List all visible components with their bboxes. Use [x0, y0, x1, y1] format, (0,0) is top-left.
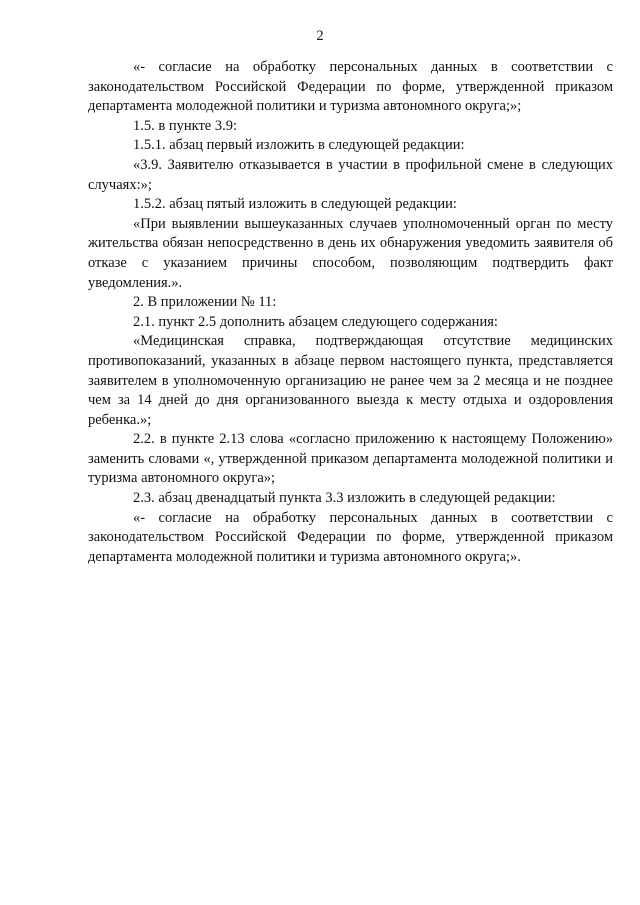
paragraph: 2.3. абзац двенадцатый пункта 3.3 изложить в следующей редакции: [133, 490, 556, 507]
paragraph: «- согласие на обработку персональных данных в соответствии с законодательством Российской Федерации по форме, утвержденной приказом департамента молодежной политики и туризма автономного округа;»; [88, 59, 613, 115]
document-body [88, 58, 613, 567]
paragraph: 2. В приложении № 11: [133, 294, 277, 311]
paragraph: «3.9. Заявителю отказывается в участии в профильной смене в следующих случаях:»; [88, 156, 613, 193]
paragraph: «При выявлении вышеуказанных случаев уполномоченный орган по месту жительства обязан непосредственно в день их обнаружения уведомить заявителя об отказе с указанием причины способом, позволяющим подтвердить факт уведомления.». [88, 215, 613, 291]
paragraph: 1.5.1. абзац первый изложить в следующей редакции: [133, 137, 465, 154]
paragraph: 1.5. в пункте 3.9: [133, 117, 238, 134]
paragraph: «- согласие на обработку персональных данных в соответствии с законодательством Российской Федерации по форме, утвержденной приказом департамента молодежной политики и туризма автономного округа;». [88, 509, 613, 565]
paragraph: «Медицинская справка, подтверждающая отсутствие медицинских противопоказаний, указанных в абзаце первом настоящего пункта, представляется заявителем в уполномоченную организацию не ранее чем за 2 месяца и не позднее чем за 14 дней до дня организованного выезда к месту отдыха и оздоровления ребенка.»; [88, 333, 613, 428]
paragraph: 2.2. в пункте 2.13 слова «согласно приложению к настоящему Положению» заменить словами «, утвержденной приказом департамента молодежной политики и туризма автономного округа»; [88, 431, 613, 487]
page-number: 2 [316, 28, 324, 44]
paragraph: 2.1. пункт 2.5 дополнить абзацем следующего содержания: [133, 313, 498, 330]
paragraph: 1.5.2. абзац пятый изложить в следующей редакции: [133, 196, 457, 213]
